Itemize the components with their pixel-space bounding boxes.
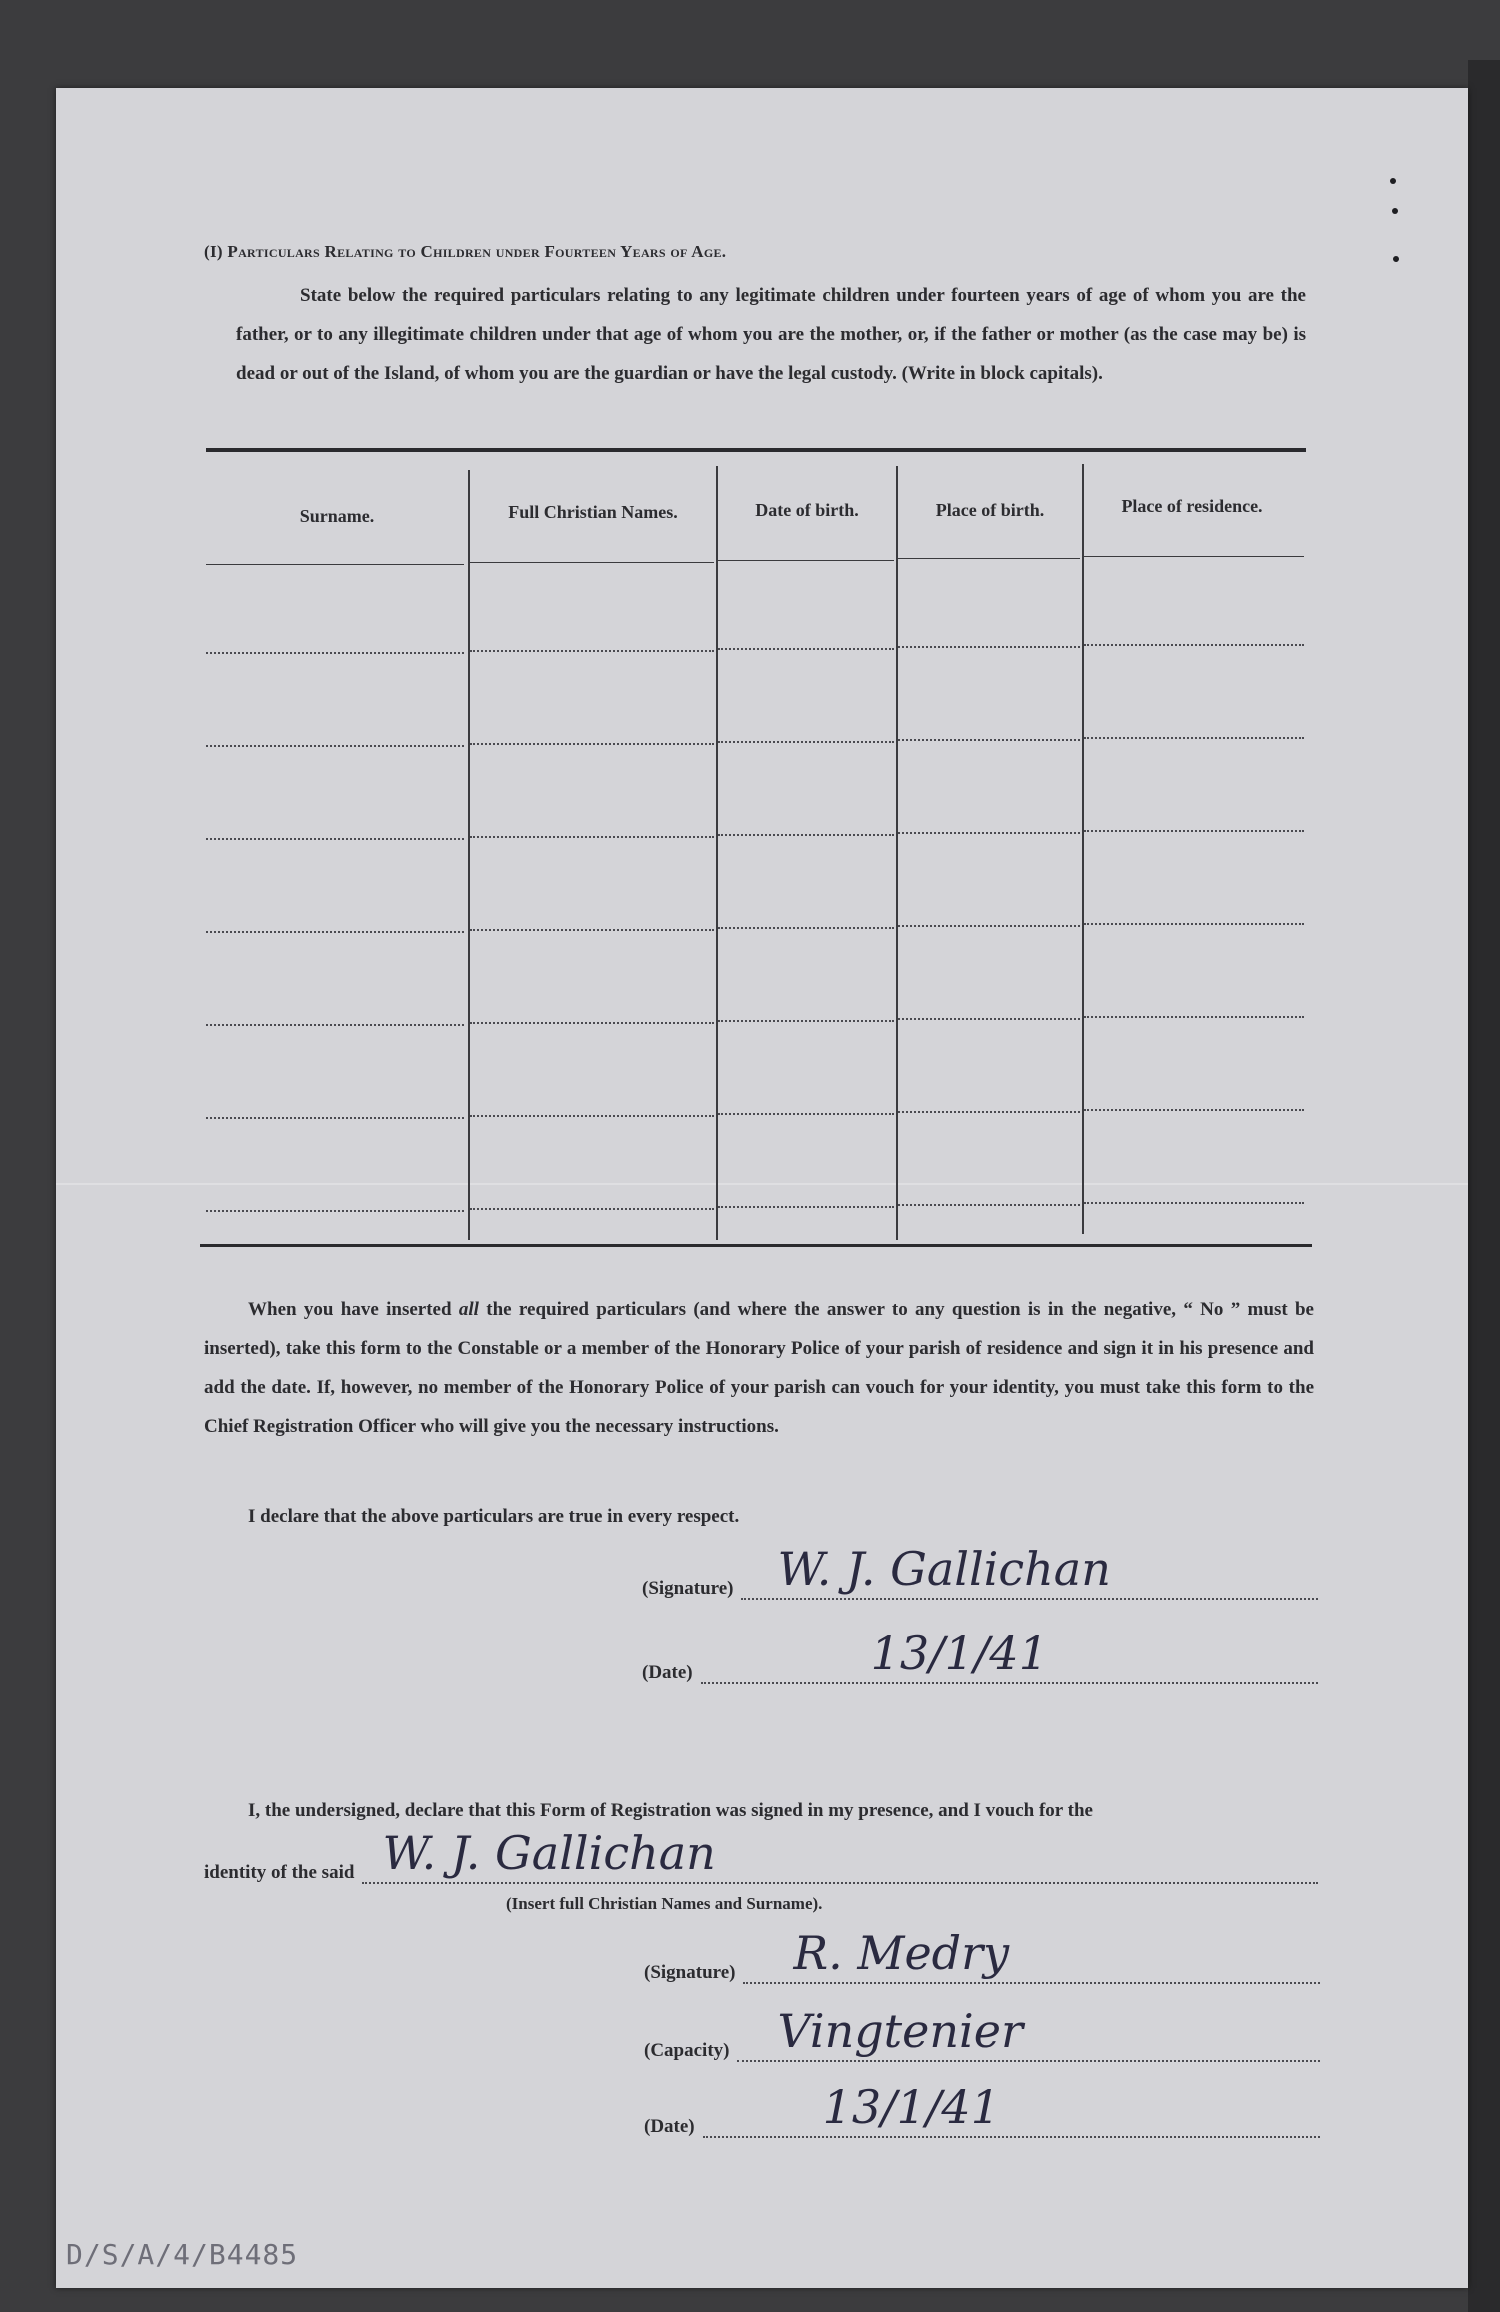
table-cell[interactable] <box>206 652 464 654</box>
table-cell[interactable] <box>206 838 464 840</box>
officer-signature-line[interactable] <box>743 1926 1320 1984</box>
identity-row <box>204 1826 1318 1884</box>
table-cell[interactable] <box>718 927 894 929</box>
header-underline <box>470 562 714 563</box>
column-divider <box>716 466 718 1240</box>
table-cell[interactable] <box>470 1208 714 1210</box>
instructions-text-2: the required particulars (and where the answer to any question is in the negative, “ No ” must be inserted), take this form to the Constable or a member of the Honorary Police of your parish of residence and sign it in his presence and add the date. If, however, no member of the Honorary Police of your parish can vouch for your identity, you must take this form to the Chief Registration Officer who will give you the necessary instructions. <box>204 1299 1314 1437</box>
table-cell[interactable] <box>898 1204 1080 1206</box>
table-cell[interactable] <box>718 741 894 743</box>
officer-signature-label: (Signature) <box>644 1962 736 1983</box>
table-cell[interactable] <box>1084 1202 1304 1204</box>
column-divider <box>1082 464 1084 1234</box>
table-cell[interactable] <box>1084 923 1304 925</box>
applicant-signature-row <box>642 1542 1318 1600</box>
table-cell[interactable] <box>470 650 714 652</box>
table-cell[interactable] <box>1084 737 1304 739</box>
column-header-date-of-birth: Date of birth. <box>755 500 859 520</box>
officer-date-line[interactable] <box>703 2080 1320 2138</box>
table-cell[interactable] <box>898 832 1080 834</box>
table-cell[interactable] <box>898 925 1080 927</box>
applicant-signature-label: (Signature) <box>642 1578 734 1599</box>
table-cell[interactable] <box>898 646 1080 648</box>
table-cell[interactable] <box>898 1018 1080 1020</box>
table-cell[interactable] <box>206 745 464 747</box>
table-cell[interactable] <box>718 1020 894 1022</box>
officer-capacity-line[interactable] <box>737 2004 1320 2062</box>
table-cell[interactable] <box>718 1113 894 1115</box>
table-cell[interactable] <box>470 743 714 745</box>
instructions-text-1: When you have inserted <box>248 1299 459 1320</box>
column-header-place-of-birth: Place of birth. <box>935 500 1045 520</box>
applicant-signature: W. J. Gallichan <box>777 1542 1111 1596</box>
column-header-place-of-residence: Place of residence. <box>1121 496 1263 516</box>
applicant-date-row <box>642 1626 1318 1684</box>
officer-date-row <box>644 2080 1320 2138</box>
header-underline <box>206 564 464 565</box>
applicant-date-line[interactable] <box>701 1626 1318 1684</box>
identity-name: W. J. Gallichan <box>382 1826 716 1880</box>
officer-date: 13/1/41 <box>822 2080 1000 2134</box>
table-cell[interactable] <box>718 648 894 650</box>
table-cell[interactable] <box>1084 644 1304 646</box>
column-divider <box>468 470 470 1240</box>
intro-paragraph <box>236 276 1306 393</box>
table-cell[interactable] <box>718 1206 894 1208</box>
table-top-rule <box>206 448 1306 452</box>
column-header-christian-names: Full Christian Names. <box>508 502 678 522</box>
punch-mark <box>1393 256 1399 262</box>
table-cell[interactable] <box>206 1210 464 1212</box>
declaration-text: I declare that the above particulars are true in every respect. <box>248 1506 740 1527</box>
table-cell[interactable] <box>898 1111 1080 1113</box>
officer-signature-row <box>644 1926 1320 1984</box>
table-cell[interactable] <box>1084 1016 1304 1018</box>
table-cell[interactable] <box>470 1022 714 1024</box>
identity-label: identity of the said <box>204 1862 355 1883</box>
header-underline <box>1084 556 1304 557</box>
punch-mark <box>1392 208 1398 214</box>
section-heading: (I) Particulars Relating to Children under Fourteen Years of Age. <box>204 242 727 261</box>
table-cell[interactable] <box>718 834 894 836</box>
identity-hint: (Insert full Christian Names and Surname). <box>506 1894 823 1913</box>
intro-text: State below the required particulars relating to any legitimate children under fourteen years of age of whom you are the father, or to any illegitimate children under that age of whom you are the mother, or, if the father or mother (as the case may be) is dead or out of the Island, of whom you are the guardian or have the legal custody. (Write in block capitals). <box>236 285 1306 384</box>
form-page <box>56 88 1468 2288</box>
applicant-date-label: (Date) <box>642 1662 693 1683</box>
table-cell[interactable] <box>470 929 714 931</box>
officer-date-label: (Date) <box>644 2116 695 2137</box>
table-cell[interactable] <box>470 1115 714 1117</box>
table-cell[interactable] <box>1084 830 1304 832</box>
officer-capacity: Vingtenier <box>777 2004 1023 2058</box>
column-header-surname: Surname. <box>299 506 375 526</box>
vouch-statement: I, the undersigned, declare that this Form of Registration was signed in my presence, and I vouch for the <box>248 1800 1093 1821</box>
table-cell[interactable] <box>1084 1109 1304 1111</box>
identity-line[interactable] <box>362 1826 1318 1884</box>
punch-mark <box>1390 178 1396 184</box>
scanner-edge <box>1468 60 1500 2312</box>
fold-crease <box>56 1183 1468 1185</box>
instructions-emphasis: all <box>458 1299 479 1320</box>
table-cell[interactable] <box>898 739 1080 741</box>
header-underline <box>718 560 894 561</box>
archive-reference: D/S/A/4/B4485 <box>66 2238 299 2271</box>
officer-capacity-row <box>644 2004 1320 2062</box>
applicant-date: 13/1/41 <box>870 1626 1048 1680</box>
applicant-signature-line[interactable] <box>741 1542 1318 1600</box>
table-bottom-rule <box>200 1244 1312 1247</box>
table-cell[interactable] <box>206 1024 464 1026</box>
officer-signature: R. Medry <box>793 1926 1010 1980</box>
header-underline <box>898 558 1080 559</box>
table-cell[interactable] <box>470 836 714 838</box>
column-divider <box>896 466 898 1240</box>
table-cell[interactable] <box>206 931 464 933</box>
table-cell[interactable] <box>206 1117 464 1119</box>
officer-capacity-label: (Capacity) <box>644 2040 730 2061</box>
instructions-paragraph <box>204 1290 1314 1446</box>
